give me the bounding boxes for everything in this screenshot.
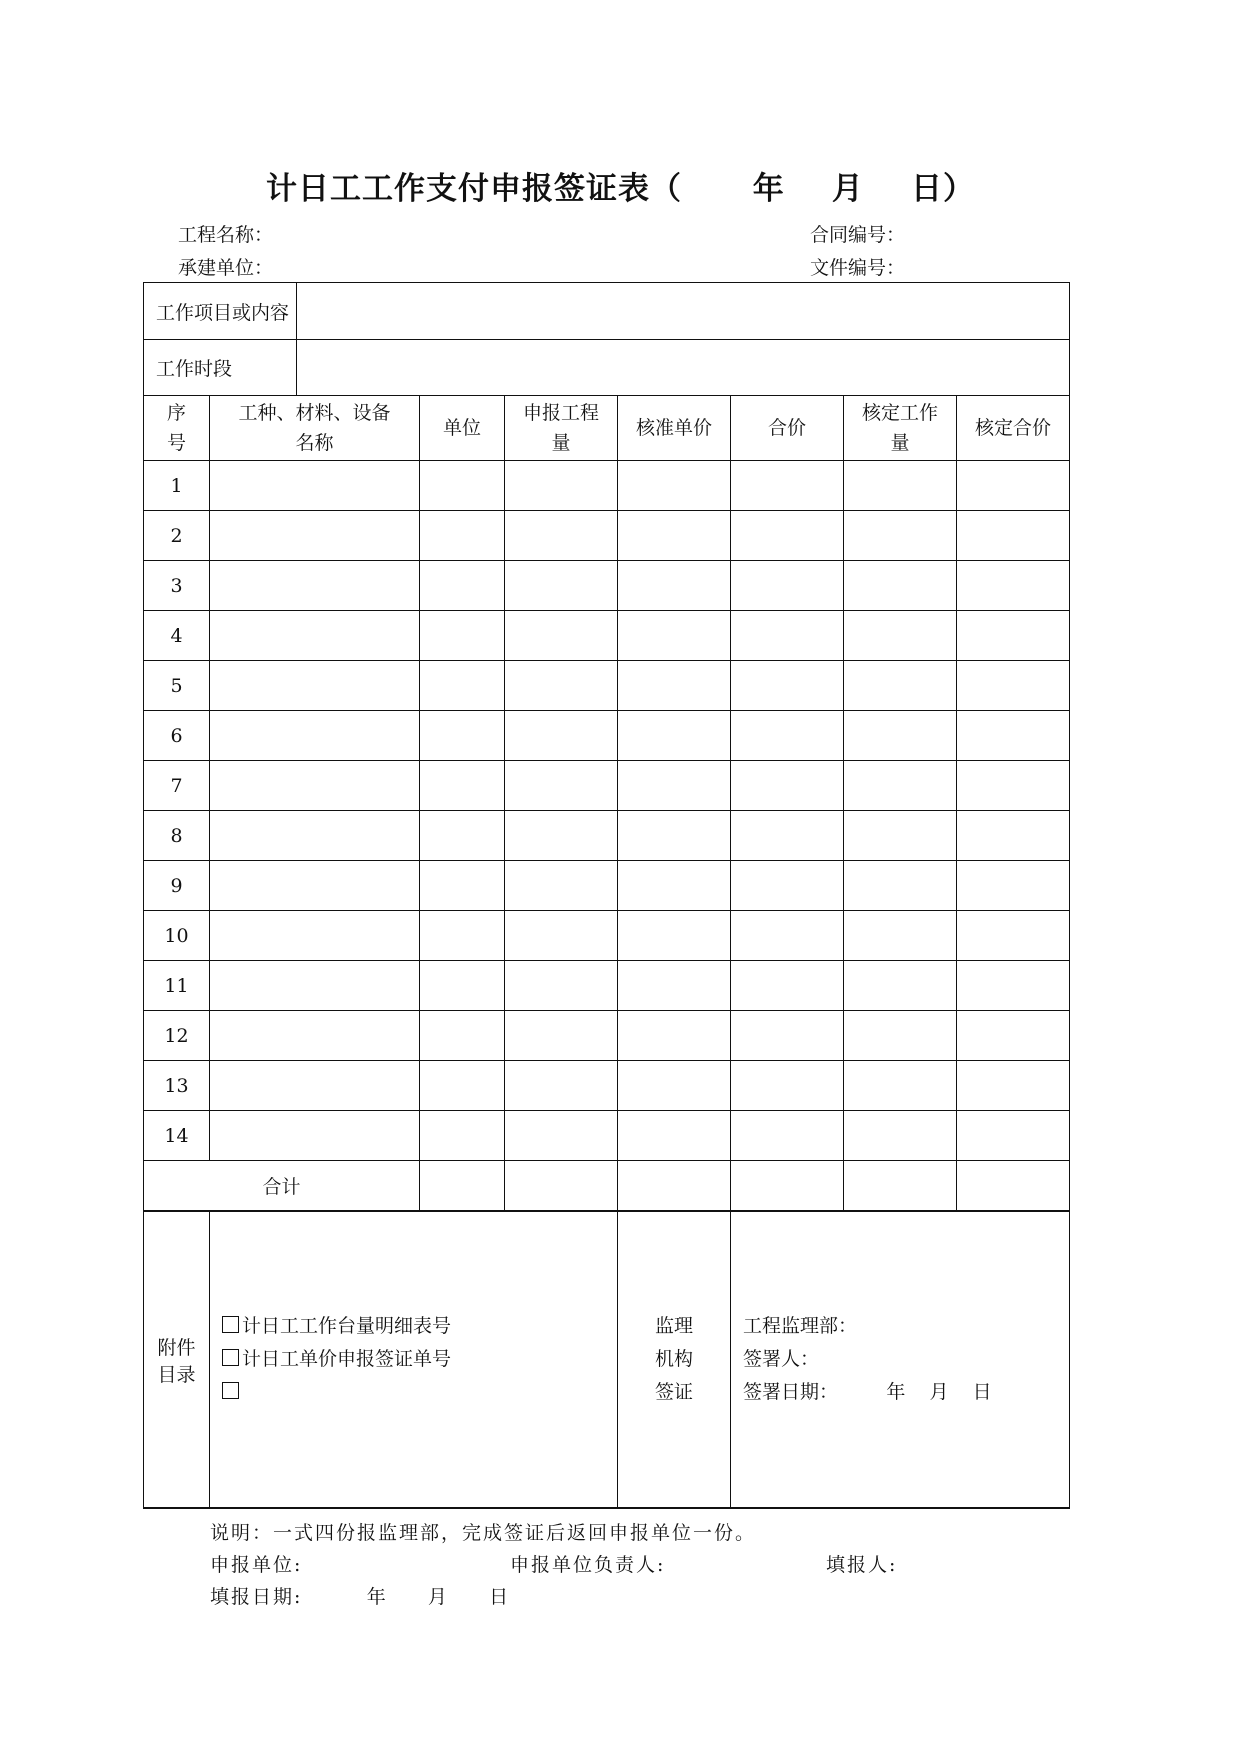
row-cell[interactable] (731, 861, 844, 911)
row-cell[interactable] (210, 911, 420, 961)
row-cell[interactable] (210, 1011, 420, 1061)
row-cell[interactable] (731, 461, 844, 511)
row-cell[interactable] (957, 711, 1070, 761)
row-cell[interactable] (957, 611, 1070, 661)
row-cell[interactable] (210, 611, 420, 661)
checkbox-icon[interactable] (222, 1382, 239, 1399)
row-cell[interactable] (957, 461, 1070, 511)
table-row (144, 461, 1070, 511)
row-cell[interactable] (420, 761, 505, 811)
row-cell[interactable] (957, 561, 1070, 611)
sum-cell[interactable] (618, 1161, 731, 1212)
row-cell[interactable] (505, 611, 618, 661)
attachments-list (210, 1211, 618, 1508)
row-cell[interactable] (957, 961, 1070, 1011)
attachment-item[interactable] (222, 1376, 617, 1409)
row-cell[interactable] (731, 1111, 844, 1161)
row-number: 6 (144, 711, 210, 761)
row-cell[interactable] (844, 911, 957, 961)
table-row (144, 761, 1070, 811)
row-cell[interactable] (957, 861, 1070, 911)
table-row (144, 861, 1070, 911)
row-cell[interactable] (210, 1061, 420, 1111)
row-cell[interactable] (844, 961, 957, 1011)
row-cell[interactable] (618, 911, 731, 961)
row-cell[interactable] (505, 1111, 618, 1161)
row-number: 9 (144, 861, 210, 911)
row-cell[interactable] (844, 711, 957, 761)
row-cell[interactable] (505, 661, 618, 711)
row-cell[interactable] (505, 711, 618, 761)
table-row (144, 911, 1070, 961)
table-row (144, 561, 1070, 611)
row-cell[interactable] (420, 1111, 505, 1161)
row-cell[interactable] (618, 761, 731, 811)
row-number: 4 (144, 611, 210, 661)
row-cell[interactable] (844, 1111, 957, 1161)
row-cell[interactable] (420, 1061, 505, 1111)
row-cell[interactable] (731, 911, 844, 961)
applicant-unit-label: 申报单位: (210, 1554, 303, 1576)
row-cell[interactable] (618, 611, 731, 661)
row-cell[interactable] (957, 661, 1070, 711)
row-cell[interactable] (420, 461, 505, 511)
checkbox-icon[interactable] (222, 1349, 239, 1366)
filler-label: 填报人: (826, 1554, 898, 1576)
contract-no-label: 合同编号： (810, 224, 906, 246)
row-cell[interactable] (618, 711, 731, 761)
row-cell[interactable] (731, 511, 844, 561)
row-number: 7 (144, 761, 210, 811)
row-cell[interactable] (618, 961, 731, 1011)
sign-date-label: 签署日期： 年 月 日 (743, 1381, 992, 1403)
row-cell[interactable] (731, 761, 844, 811)
row-cell[interactable] (618, 511, 731, 561)
responsible-person-label: 申报单位负责人: (510, 1554, 666, 1576)
row-number: 10 (144, 911, 210, 961)
row-number: 2 (144, 511, 210, 561)
row-cell[interactable] (844, 561, 957, 611)
row-cell[interactable] (957, 1061, 1070, 1111)
row-cell[interactable] (420, 511, 505, 561)
row-number: 12 (144, 1011, 210, 1061)
row-number: 1 (144, 461, 210, 511)
contractor-label: 承建单位： (178, 257, 274, 279)
row-cell[interactable] (505, 811, 618, 861)
row-cell[interactable] (957, 511, 1070, 561)
col-approved-qty-header: 核定工作 量 (844, 396, 957, 461)
attachment-item[interactable]: 计日工工作台量明细表号 (222, 1310, 617, 1343)
row-cell[interactable] (210, 661, 420, 711)
row-cell[interactable] (505, 461, 618, 511)
declaration-form-table (143, 282, 1070, 1509)
row-cell[interactable] (731, 711, 844, 761)
work-item-label: 工作项目或内容 (144, 283, 297, 340)
row-cell[interactable] (210, 461, 420, 511)
work-item-field[interactable] (297, 283, 1070, 340)
row-cell[interactable] (957, 1111, 1070, 1161)
table-row (144, 611, 1070, 661)
row-cell[interactable] (731, 561, 844, 611)
page-title: 计日工工作支付申报签证表（ 年 月 日） (265, 171, 976, 207)
row-cell[interactable] (420, 611, 505, 661)
col-approved-price-header: 核准单价 (618, 396, 731, 461)
col-approved-total-header: 核定合价 (957, 396, 1070, 461)
row-cell[interactable] (957, 1011, 1070, 1061)
row-number: 8 (144, 811, 210, 861)
row-cell[interactable] (505, 511, 618, 561)
row-cell[interactable] (505, 1061, 618, 1111)
row-cell[interactable] (844, 761, 957, 811)
row-cell[interactable] (618, 561, 731, 611)
row-cell[interactable] (844, 1011, 957, 1061)
row-cell[interactable] (731, 1011, 844, 1061)
row-cell[interactable] (420, 711, 505, 761)
work-period-field[interactable] (297, 340, 1070, 396)
table-row (144, 661, 1070, 711)
row-cell[interactable] (618, 811, 731, 861)
row-cell[interactable] (618, 461, 731, 511)
row-cell[interactable] (505, 861, 618, 911)
row-cell[interactable] (618, 1111, 731, 1161)
row-cell[interactable] (844, 861, 957, 911)
row-cell[interactable] (844, 661, 957, 711)
row-cell[interactable] (505, 561, 618, 611)
note-text: 说明：一式四份报监理部，完成签证后返回申报单位一份。 (210, 1522, 757, 1544)
col-declared-qty-header: 申报工程 量 (505, 396, 618, 461)
row-cell[interactable] (420, 1011, 505, 1061)
row-cell[interactable] (505, 961, 618, 1011)
row-cell[interactable] (210, 711, 420, 761)
table-row (144, 1011, 1070, 1061)
row-cell[interactable] (957, 811, 1070, 861)
row-number: 3 (144, 561, 210, 611)
row-cell[interactable] (618, 861, 731, 911)
sum-row (144, 1161, 1070, 1212)
supervisor-label: 监理 机构 签证 (618, 1211, 731, 1508)
supervision-dept-label: 工程监理部： (743, 1315, 858, 1337)
attachments-label: 附件 目录 (144, 1211, 210, 1508)
row-cell[interactable] (210, 761, 420, 811)
row-number: 14 (144, 1111, 210, 1161)
row-cell[interactable] (210, 961, 420, 1011)
row-cell[interactable] (844, 1061, 957, 1111)
row-cell[interactable] (618, 1061, 731, 1111)
row-cell[interactable] (210, 1111, 420, 1161)
table-row (144, 811, 1070, 861)
supervisor-signature-area (731, 1211, 1070, 1508)
row-cell[interactable] (420, 561, 505, 611)
row-number: 11 (144, 961, 210, 1011)
row-cell[interactable] (420, 911, 505, 961)
row-cell[interactable] (844, 461, 957, 511)
sum-label: 合计 (144, 1161, 420, 1212)
col-unit-header: 单位 (420, 396, 505, 461)
attachment-item[interactable]: 计日工单价申报签证单号 (222, 1343, 617, 1376)
row-cell[interactable] (420, 961, 505, 1011)
row-cell[interactable] (957, 911, 1070, 961)
row-cell[interactable] (420, 861, 505, 911)
row-cell[interactable] (957, 761, 1070, 811)
table-row (144, 961, 1070, 1011)
sum-cell[interactable] (505, 1161, 618, 1212)
sum-cell[interactable] (957, 1161, 1070, 1212)
row-cell[interactable] (618, 1011, 731, 1061)
row-cell[interactable] (731, 811, 844, 861)
row-cell[interactable] (844, 511, 957, 561)
row-cell[interactable] (210, 811, 420, 861)
signer-label: 签署人： (743, 1348, 820, 1370)
table-row (144, 1061, 1070, 1111)
col-total-price-header: 合价 (731, 396, 844, 461)
row-number: 5 (144, 661, 210, 711)
file-no-label: 文件编号： (810, 257, 906, 279)
row-cell[interactable] (618, 661, 731, 711)
sum-cell[interactable] (844, 1161, 957, 1212)
row-cell[interactable] (420, 661, 505, 711)
row-cell[interactable] (210, 511, 420, 561)
col-name-header: 工种、材料、设备 名称 (210, 396, 420, 461)
fill-date-label: 填报日期: 年 月 日 (210, 1586, 511, 1608)
row-cell[interactable] (420, 811, 505, 861)
row-cell[interactable] (210, 861, 420, 911)
work-period-label: 工作时段 (144, 340, 297, 396)
table-row (144, 711, 1070, 761)
row-cell[interactable] (731, 661, 844, 711)
table-row (144, 511, 1070, 561)
row-cell[interactable] (731, 961, 844, 1011)
row-cell[interactable] (505, 911, 618, 961)
row-cell[interactable] (505, 1011, 618, 1061)
row-number: 13 (144, 1061, 210, 1111)
project-name-label: 工程名称： (178, 224, 274, 246)
row-cell[interactable] (844, 811, 957, 861)
row-cell[interactable] (731, 611, 844, 661)
checkbox-icon[interactable] (222, 1316, 239, 1333)
sum-cell[interactable] (420, 1161, 505, 1212)
row-cell[interactable] (505, 761, 618, 811)
sum-cell[interactable] (731, 1161, 844, 1212)
col-seq-header: 序 号 (144, 396, 210, 461)
row-cell[interactable] (844, 611, 957, 661)
table-row (144, 1111, 1070, 1161)
row-cell[interactable] (731, 1061, 844, 1111)
row-cell[interactable] (210, 561, 420, 611)
